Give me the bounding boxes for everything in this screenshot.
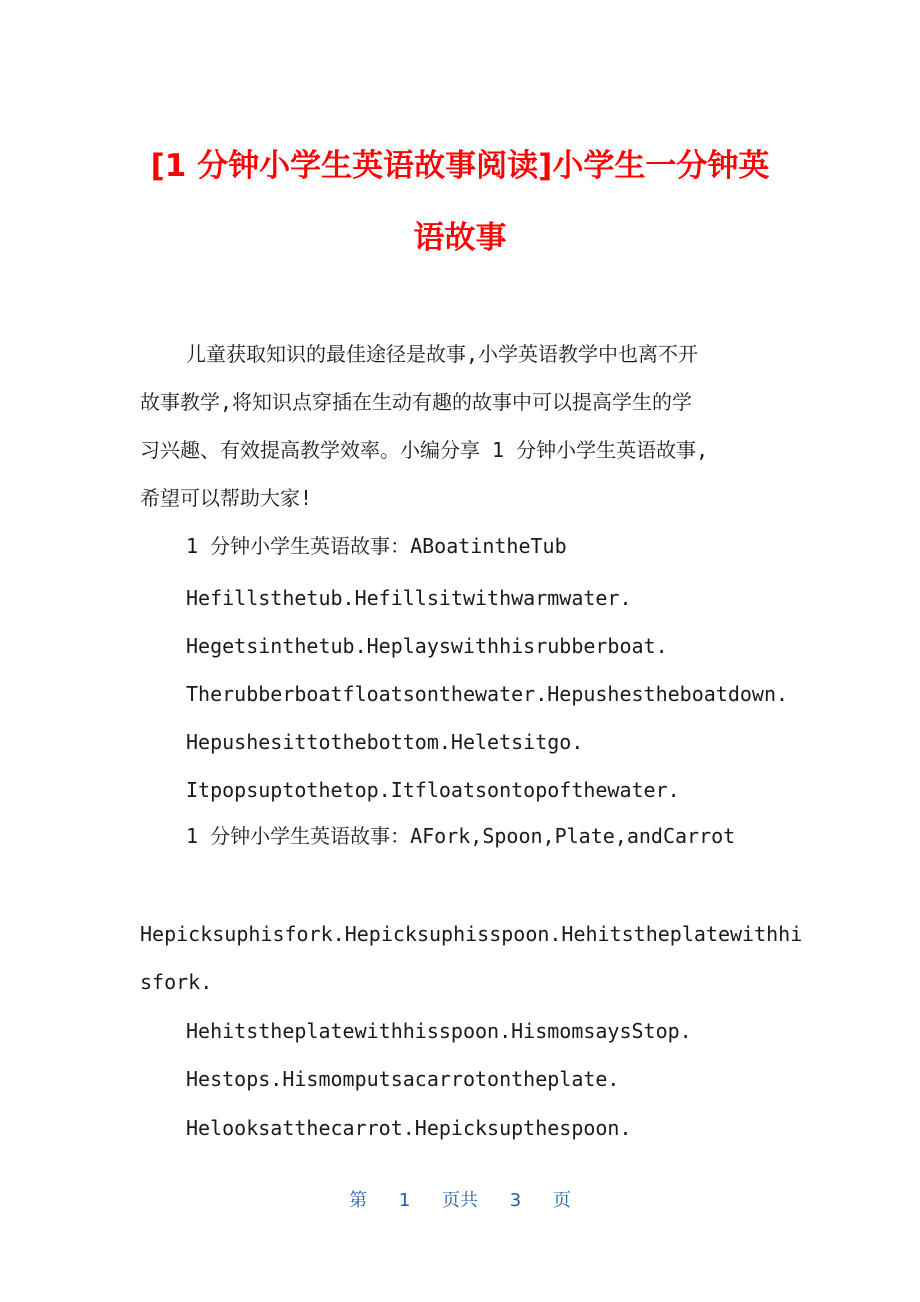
story2-line-1: Hehitstheplatewithhisspoon.HismomsaysStop.	[186, 1019, 692, 1043]
document-title-line-2: 语故事	[413, 220, 507, 256]
story1-heading: 1 分钟小学生英语故事：ABoatintheTub	[186, 534, 567, 558]
intro-line-3: 习兴趣、有效提高教学效率。小编分享 1 分钟小学生英语故事,	[140, 438, 709, 462]
footer-suffix: 页	[552, 1190, 571, 1211]
story2-wrap-line-2: sfork.	[140, 970, 213, 994]
story1-line-3: Therubberboatfloatsonthewater.Hepushestheboatdown.	[186, 682, 789, 706]
intro-line-4: 希望可以帮助大家!	[140, 486, 313, 510]
intro-line-1: 儿童获取知识的最佳途径是故事,小学英语教学中也离不开	[186, 342, 699, 366]
story2-wrap-line-1: Hepicksuphisfork.Hepicksuphisspoon.Hehitstheplatewithhi	[140, 922, 803, 946]
story2-heading: 1 分钟小学生英语故事：AFork,Spoon,Plate,andCarrot	[186, 824, 736, 848]
intro-line-2: 故事教学,将知识点穿插在生动有趣的故事中可以提高学生的学	[140, 390, 693, 414]
document-title-line-1: [1 分钟小学生英语故事阅读]小学生一分钟英	[150, 148, 770, 184]
story1-line-1: Hefillsthetub.Hefillsitwithwarmwater.	[186, 586, 632, 610]
footer-middle: 页共	[442, 1190, 478, 1211]
footer-page-number: 1	[398, 1190, 411, 1211]
story1-line-5: Itpopsuptothetop.Itfloatsontopofthewater.	[186, 778, 680, 802]
story2-line-3: Helooksatthecarrot.Hepicksupthespoon.	[186, 1116, 632, 1140]
footer-total-pages: 3	[509, 1190, 522, 1211]
page-footer	[0, 1186, 920, 1212]
footer-prefix: 第	[349, 1190, 368, 1211]
story2-line-2: Hestops.Hismomputsacarrotontheplate.	[186, 1067, 620, 1091]
story1-line-2: Hegetsinthetub.Heplayswithhisrubberboat.	[186, 634, 668, 658]
story1-line-4: Hepushesittothebottom.Heletsitgo.	[186, 730, 584, 754]
